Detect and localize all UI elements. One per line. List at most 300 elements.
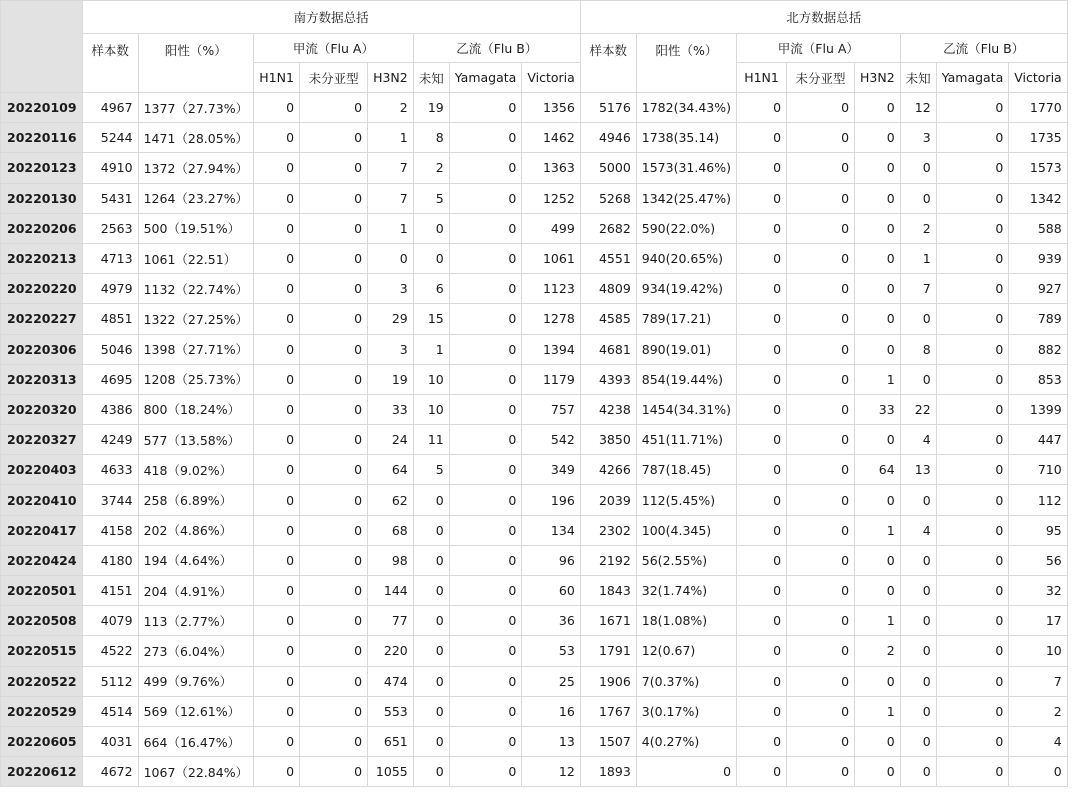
table-row bbox=[1, 213, 1068, 243]
south-unknown-cell: 0 bbox=[413, 696, 449, 726]
north-yamagata-cell: 0 bbox=[936, 636, 1009, 666]
north-unsubtyped-cell: 0 bbox=[787, 576, 855, 606]
north-yamagata-cell: 0 bbox=[936, 425, 1009, 455]
north-victoria-cell: 7 bbox=[1009, 666, 1067, 696]
south-positive-cell: 664（16.47%） bbox=[138, 726, 253, 756]
north-victoria-cell: 112 bbox=[1009, 485, 1067, 515]
south-unsubtyped-cell: 0 bbox=[300, 334, 368, 364]
south-yamagata-cell: 0 bbox=[449, 243, 522, 273]
north-yamagata-cell: 0 bbox=[936, 153, 1009, 183]
north-yamagata-cell: 0 bbox=[936, 394, 1009, 424]
north-unsubtyped-cell: 0 bbox=[787, 545, 855, 575]
south-unsubtyped-cell: 0 bbox=[300, 515, 368, 545]
north-positive-cell: 32(1.74%) bbox=[636, 576, 736, 606]
south-yamagata-cell: 0 bbox=[449, 576, 522, 606]
north-title: 北方数据总括 bbox=[580, 1, 1067, 34]
north-unknown-cell: 0 bbox=[900, 726, 936, 756]
north-h3n2-header: H3N2 bbox=[855, 63, 901, 93]
south-h1n1-cell: 0 bbox=[254, 485, 300, 515]
south-positive-cell: 113（2.77%） bbox=[138, 606, 253, 636]
north-victoria-cell: 927 bbox=[1009, 274, 1067, 304]
north-yamagata-cell: 0 bbox=[936, 485, 1009, 515]
row-date: 20220109 bbox=[1, 93, 83, 123]
north-victoria-cell: 95 bbox=[1009, 515, 1067, 545]
north-h3n2-cell: 0 bbox=[855, 485, 901, 515]
row-date: 20220508 bbox=[1, 606, 83, 636]
north-h1n1-cell: 0 bbox=[737, 515, 787, 545]
north-h1n1-cell: 0 bbox=[737, 455, 787, 485]
south-unknown-cell: 1 bbox=[413, 334, 449, 364]
north-h3n2-cell: 0 bbox=[855, 153, 901, 183]
south-positive-cell: 204（4.91%） bbox=[138, 576, 253, 606]
south-victoria-cell: 1394 bbox=[522, 334, 580, 364]
south-h3n2-cell: 7 bbox=[368, 183, 414, 213]
south-victoria-cell: 1356 bbox=[522, 93, 580, 123]
south-positive-cell: 1471（28.05%） bbox=[138, 123, 253, 153]
table-row bbox=[1, 485, 1068, 515]
south-victoria-cell: 1462 bbox=[522, 123, 580, 153]
north-positive-cell: 940(20.65%) bbox=[636, 243, 736, 273]
south-unknown-cell: 19 bbox=[413, 93, 449, 123]
north-unsubtyped-cell: 0 bbox=[787, 153, 855, 183]
south-h3n2-cell: 3 bbox=[368, 274, 414, 304]
north-positive-cell: 18(1.08%) bbox=[636, 606, 736, 636]
north-sample-cell: 1843 bbox=[580, 576, 636, 606]
north-yamagata-cell: 0 bbox=[936, 455, 1009, 485]
row-date: 20220327 bbox=[1, 425, 83, 455]
south-unknown-cell: 0 bbox=[413, 485, 449, 515]
south-h3n2-cell: 2 bbox=[368, 93, 414, 123]
south-unsubtyped-cell: 0 bbox=[300, 364, 368, 394]
north-h1n1-cell: 0 bbox=[737, 485, 787, 515]
south-unknown-cell: 0 bbox=[413, 515, 449, 545]
row-date: 20220410 bbox=[1, 485, 83, 515]
south-positive-header: 阳性（%） bbox=[138, 34, 253, 93]
north-yamagata-cell: 0 bbox=[936, 274, 1009, 304]
north-unsubtyped-cell: 0 bbox=[787, 696, 855, 726]
south-unknown-cell: 8 bbox=[413, 123, 449, 153]
south-yamagata-cell: 0 bbox=[449, 274, 522, 304]
south-positive-cell: 1377（27.73%） bbox=[138, 93, 253, 123]
north-h1n1-cell: 0 bbox=[737, 606, 787, 636]
north-victoria-cell: 1573 bbox=[1009, 153, 1067, 183]
table-row bbox=[1, 394, 1068, 424]
north-flu-a-header: 甲流（Flu A） bbox=[737, 34, 901, 63]
south-h1n1-cell: 0 bbox=[254, 364, 300, 394]
south-victoria-cell: 134 bbox=[522, 515, 580, 545]
south-victoria-cell: 1123 bbox=[522, 274, 580, 304]
north-unsubtyped-cell: 0 bbox=[787, 243, 855, 273]
header-row-categories bbox=[1, 34, 1068, 63]
north-sample-cell: 1893 bbox=[580, 757, 636, 787]
north-h3n2-cell: 0 bbox=[855, 545, 901, 575]
table-row bbox=[1, 334, 1068, 364]
south-unsubtyped-cell: 0 bbox=[300, 394, 368, 424]
north-unknown-header: 未知 bbox=[900, 63, 936, 93]
table-row bbox=[1, 304, 1068, 334]
north-unsubtyped-cell: 0 bbox=[787, 183, 855, 213]
south-positive-cell: 569（12.61%） bbox=[138, 696, 253, 726]
north-sample-header: 样本数 bbox=[580, 34, 636, 93]
south-victoria-cell: 196 bbox=[522, 485, 580, 515]
south-sample-cell: 4249 bbox=[82, 425, 138, 455]
south-victoria-cell: 542 bbox=[522, 425, 580, 455]
north-h1n1-cell: 0 bbox=[737, 576, 787, 606]
south-yamagata-cell: 0 bbox=[449, 545, 522, 575]
row-date: 20220417 bbox=[1, 515, 83, 545]
south-h3n2-cell: 98 bbox=[368, 545, 414, 575]
south-unknown-cell: 11 bbox=[413, 425, 449, 455]
north-h1n1-cell: 0 bbox=[737, 93, 787, 123]
north-yamagata-header: Yamagata bbox=[936, 63, 1009, 93]
north-victoria-cell: 939 bbox=[1009, 243, 1067, 273]
south-h3n2-header: H3N2 bbox=[368, 63, 414, 93]
south-sample-cell: 4695 bbox=[82, 364, 138, 394]
south-positive-cell: 500（19.51%） bbox=[138, 213, 253, 243]
south-h3n2-cell: 220 bbox=[368, 636, 414, 666]
north-h1n1-cell: 0 bbox=[737, 274, 787, 304]
south-victoria-cell: 1179 bbox=[522, 364, 580, 394]
south-h3n2-cell: 7 bbox=[368, 153, 414, 183]
north-unknown-cell: 8 bbox=[900, 334, 936, 364]
south-positive-cell: 499（9.76%） bbox=[138, 666, 253, 696]
table-row bbox=[1, 696, 1068, 726]
north-yamagata-cell: 0 bbox=[936, 123, 1009, 153]
south-victoria-cell: 36 bbox=[522, 606, 580, 636]
south-h1n1-cell: 0 bbox=[254, 213, 300, 243]
south-sample-cell: 4633 bbox=[82, 455, 138, 485]
north-h1n1-cell: 0 bbox=[737, 304, 787, 334]
south-positive-cell: 1061（22.51） bbox=[138, 243, 253, 273]
north-unknown-cell: 2 bbox=[900, 213, 936, 243]
north-yamagata-cell: 0 bbox=[936, 576, 1009, 606]
north-unsubtyped-cell: 0 bbox=[787, 274, 855, 304]
north-h1n1-cell: 0 bbox=[737, 213, 787, 243]
south-h3n2-cell: 0 bbox=[368, 243, 414, 273]
south-unsubtyped-cell: 0 bbox=[300, 606, 368, 636]
north-positive-cell: 12(0.67) bbox=[636, 636, 736, 666]
north-victoria-cell: 4 bbox=[1009, 726, 1067, 756]
north-victoria-cell: 0 bbox=[1009, 757, 1067, 787]
north-sample-cell: 5000 bbox=[580, 153, 636, 183]
south-yamagata-cell: 0 bbox=[449, 394, 522, 424]
south-sample-cell: 4514 bbox=[82, 696, 138, 726]
south-unknown-cell: 0 bbox=[413, 726, 449, 756]
south-unknown-cell: 2 bbox=[413, 153, 449, 183]
north-unsubtyped-cell: 0 bbox=[787, 304, 855, 334]
south-h3n2-cell: 77 bbox=[368, 606, 414, 636]
south-unknown-cell: 0 bbox=[413, 213, 449, 243]
south-h3n2-cell: 144 bbox=[368, 576, 414, 606]
south-yamagata-cell: 0 bbox=[449, 364, 522, 394]
south-unsubtyped-cell: 0 bbox=[300, 274, 368, 304]
south-positive-cell: 1067（22.84%） bbox=[138, 757, 253, 787]
header-row-regions bbox=[1, 1, 1068, 34]
north-positive-cell: 451(11.71%) bbox=[636, 425, 736, 455]
south-sample-cell: 4386 bbox=[82, 394, 138, 424]
table-row bbox=[1, 153, 1068, 183]
south-h3n2-cell: 1 bbox=[368, 213, 414, 243]
north-unsubtyped-cell: 0 bbox=[787, 606, 855, 636]
south-unsubtyped-cell: 0 bbox=[300, 696, 368, 726]
north-h3n2-cell: 1 bbox=[855, 606, 901, 636]
north-h3n2-cell: 0 bbox=[855, 274, 901, 304]
south-yamagata-cell: 0 bbox=[449, 485, 522, 515]
south-positive-cell: 273（6.04%） bbox=[138, 636, 253, 666]
south-unsubtyped-cell: 0 bbox=[300, 636, 368, 666]
north-victoria-cell: 588 bbox=[1009, 213, 1067, 243]
north-sample-cell: 5176 bbox=[580, 93, 636, 123]
north-h1n1-cell: 0 bbox=[737, 243, 787, 273]
south-yamagata-cell: 0 bbox=[449, 425, 522, 455]
south-sample-cell: 4851 bbox=[82, 304, 138, 334]
south-unknown-cell: 0 bbox=[413, 243, 449, 273]
north-unsubtyped-cell: 0 bbox=[787, 425, 855, 455]
south-h1n1-cell: 0 bbox=[254, 123, 300, 153]
south-victoria-cell: 25 bbox=[522, 666, 580, 696]
south-h1n1-cell: 0 bbox=[254, 576, 300, 606]
south-positive-cell: 1398（27.71%） bbox=[138, 334, 253, 364]
south-h1n1-cell: 0 bbox=[254, 606, 300, 636]
north-h3n2-cell: 0 bbox=[855, 726, 901, 756]
north-h3n2-cell: 0 bbox=[855, 213, 901, 243]
south-yamagata-cell: 0 bbox=[449, 726, 522, 756]
north-sample-cell: 1906 bbox=[580, 666, 636, 696]
south-yamagata-cell: 0 bbox=[449, 757, 522, 787]
row-date: 20220605 bbox=[1, 726, 83, 756]
south-positive-cell: 1264（23.27%） bbox=[138, 183, 253, 213]
north-h1n1-cell: 0 bbox=[737, 394, 787, 424]
south-sample-cell: 4672 bbox=[82, 757, 138, 787]
north-unsubtyped-cell: 0 bbox=[787, 485, 855, 515]
north-unknown-cell: 0 bbox=[900, 666, 936, 696]
south-yamagata-cell: 0 bbox=[449, 696, 522, 726]
south-unsubtyped-cell: 0 bbox=[300, 455, 368, 485]
north-positive-cell: 1738(35.14) bbox=[636, 123, 736, 153]
north-positive-cell: 0 bbox=[636, 757, 736, 787]
north-unsubtyped-cell: 0 bbox=[787, 213, 855, 243]
south-h1n1-cell: 0 bbox=[254, 425, 300, 455]
north-victoria-cell: 789 bbox=[1009, 304, 1067, 334]
table-row bbox=[1, 757, 1068, 787]
south-h3n2-cell: 1 bbox=[368, 123, 414, 153]
table-row bbox=[1, 123, 1068, 153]
south-unknown-cell: 0 bbox=[413, 576, 449, 606]
south-unsubtyped-header: 未分亚型 bbox=[300, 63, 368, 93]
south-unsubtyped-cell: 0 bbox=[300, 545, 368, 575]
north-yamagata-cell: 0 bbox=[936, 515, 1009, 545]
north-h3n2-cell: 0 bbox=[855, 666, 901, 696]
south-yamagata-cell: 0 bbox=[449, 93, 522, 123]
north-h3n2-cell: 0 bbox=[855, 757, 901, 787]
south-h3n2-cell: 64 bbox=[368, 455, 414, 485]
south-sample-cell: 4031 bbox=[82, 726, 138, 756]
south-h3n2-cell: 24 bbox=[368, 425, 414, 455]
south-unknown-cell: 0 bbox=[413, 636, 449, 666]
south-unknown-cell: 5 bbox=[413, 183, 449, 213]
south-positive-cell: 258（6.89%） bbox=[138, 485, 253, 515]
south-unknown-cell: 10 bbox=[413, 394, 449, 424]
north-positive-cell: 890(19.01) bbox=[636, 334, 736, 364]
south-unknown-header: 未知 bbox=[413, 63, 449, 93]
north-unknown-cell: 12 bbox=[900, 93, 936, 123]
north-yamagata-cell: 0 bbox=[936, 213, 1009, 243]
north-positive-cell: 789(17.21) bbox=[636, 304, 736, 334]
south-unsubtyped-cell: 0 bbox=[300, 304, 368, 334]
table-row bbox=[1, 666, 1068, 696]
north-sample-cell: 1767 bbox=[580, 696, 636, 726]
north-victoria-cell: 17 bbox=[1009, 606, 1067, 636]
north-unsubtyped-cell: 0 bbox=[787, 334, 855, 364]
north-sample-cell: 3850 bbox=[580, 425, 636, 455]
south-sample-cell: 4910 bbox=[82, 153, 138, 183]
south-h3n2-cell: 474 bbox=[368, 666, 414, 696]
south-sample-cell: 2563 bbox=[82, 213, 138, 243]
south-h1n1-cell: 0 bbox=[254, 304, 300, 334]
south-yamagata-cell: 0 bbox=[449, 153, 522, 183]
south-sample-cell: 4151 bbox=[82, 576, 138, 606]
north-victoria-cell: 2 bbox=[1009, 696, 1067, 726]
row-date: 20220306 bbox=[1, 334, 83, 364]
south-unknown-cell: 6 bbox=[413, 274, 449, 304]
row-date: 20220313 bbox=[1, 364, 83, 394]
north-unknown-cell: 0 bbox=[900, 696, 936, 726]
row-date: 20220515 bbox=[1, 636, 83, 666]
north-h1n1-cell: 0 bbox=[737, 183, 787, 213]
table-row bbox=[1, 93, 1068, 123]
south-h3n2-cell: 33 bbox=[368, 394, 414, 424]
south-sample-cell: 4713 bbox=[82, 243, 138, 273]
south-positive-cell: 418（9.02%） bbox=[138, 455, 253, 485]
south-h1n1-cell: 0 bbox=[254, 545, 300, 575]
north-unknown-cell: 0 bbox=[900, 606, 936, 636]
south-sample-cell: 4967 bbox=[82, 93, 138, 123]
row-date: 20220522 bbox=[1, 666, 83, 696]
north-h3n2-cell: 1 bbox=[855, 696, 901, 726]
north-h1n1-cell: 0 bbox=[737, 364, 787, 394]
south-unsubtyped-cell: 0 bbox=[300, 123, 368, 153]
south-h1n1-header: H1N1 bbox=[254, 63, 300, 93]
north-positive-cell: 100(4.345) bbox=[636, 515, 736, 545]
row-date: 20220227 bbox=[1, 304, 83, 334]
south-sample-cell: 5112 bbox=[82, 666, 138, 696]
south-unsubtyped-cell: 0 bbox=[300, 576, 368, 606]
north-h3n2-cell: 0 bbox=[855, 576, 901, 606]
south-unknown-cell: 15 bbox=[413, 304, 449, 334]
row-date: 20220529 bbox=[1, 696, 83, 726]
table-row bbox=[1, 545, 1068, 575]
north-positive-cell: 854(19.44%) bbox=[636, 364, 736, 394]
north-sample-cell: 2039 bbox=[580, 485, 636, 515]
north-unknown-cell: 0 bbox=[900, 545, 936, 575]
north-yamagata-cell: 0 bbox=[936, 304, 1009, 334]
south-unknown-cell: 0 bbox=[413, 666, 449, 696]
north-unsubtyped-cell: 0 bbox=[787, 455, 855, 485]
south-h1n1-cell: 0 bbox=[254, 394, 300, 424]
north-yamagata-cell: 0 bbox=[936, 545, 1009, 575]
south-unknown-cell: 0 bbox=[413, 545, 449, 575]
north-flu-b-header: 乙流（Flu B） bbox=[900, 34, 1067, 63]
south-positive-cell: 202（4.86%） bbox=[138, 515, 253, 545]
south-h1n1-cell: 0 bbox=[254, 455, 300, 485]
table-row bbox=[1, 183, 1068, 213]
south-yamagata-cell: 0 bbox=[449, 304, 522, 334]
south-h3n2-cell: 68 bbox=[368, 515, 414, 545]
north-victoria-cell: 1342 bbox=[1009, 183, 1067, 213]
south-yamagata-cell: 0 bbox=[449, 455, 522, 485]
table-row bbox=[1, 636, 1068, 666]
north-sample-cell: 1791 bbox=[580, 636, 636, 666]
north-unsubtyped-header: 未分亚型 bbox=[787, 63, 855, 93]
south-victoria-cell: 16 bbox=[522, 696, 580, 726]
north-positive-cell: 4(0.27%) bbox=[636, 726, 736, 756]
south-h1n1-cell: 0 bbox=[254, 274, 300, 304]
north-victoria-cell: 32 bbox=[1009, 576, 1067, 606]
north-victoria-cell: 710 bbox=[1009, 455, 1067, 485]
south-unsubtyped-cell: 0 bbox=[300, 666, 368, 696]
south-positive-cell: 1322（27.25%） bbox=[138, 304, 253, 334]
north-sample-cell: 4551 bbox=[580, 243, 636, 273]
south-unsubtyped-cell: 0 bbox=[300, 425, 368, 455]
south-sample-cell: 4158 bbox=[82, 515, 138, 545]
row-date: 20220206 bbox=[1, 213, 83, 243]
south-yamagata-header: Yamagata bbox=[449, 63, 522, 93]
north-unsubtyped-cell: 0 bbox=[787, 364, 855, 394]
table-row bbox=[1, 455, 1068, 485]
south-victoria-header: Victoria bbox=[522, 63, 580, 93]
north-positive-cell: 3(0.17%) bbox=[636, 696, 736, 726]
north-positive-cell: 1342(25.47%) bbox=[636, 183, 736, 213]
south-unsubtyped-cell: 0 bbox=[300, 153, 368, 183]
north-unknown-cell: 0 bbox=[900, 364, 936, 394]
row-date: 20220220 bbox=[1, 274, 83, 304]
south-victoria-cell: 12 bbox=[522, 757, 580, 787]
north-victoria-cell: 447 bbox=[1009, 425, 1067, 455]
north-positive-cell: 1454(34.31%) bbox=[636, 394, 736, 424]
south-positive-cell: 577（13.58%） bbox=[138, 425, 253, 455]
north-sample-cell: 4266 bbox=[580, 455, 636, 485]
south-h1n1-cell: 0 bbox=[254, 696, 300, 726]
north-victoria-cell: 56 bbox=[1009, 545, 1067, 575]
south-h1n1-cell: 0 bbox=[254, 757, 300, 787]
north-h3n2-cell: 1 bbox=[855, 364, 901, 394]
north-unsubtyped-cell: 0 bbox=[787, 93, 855, 123]
south-sample-cell: 5431 bbox=[82, 183, 138, 213]
south-victoria-cell: 349 bbox=[522, 455, 580, 485]
north-h3n2-cell: 0 bbox=[855, 123, 901, 153]
south-h3n2-cell: 19 bbox=[368, 364, 414, 394]
table-row bbox=[1, 425, 1068, 455]
north-positive-cell: 934(19.42%) bbox=[636, 274, 736, 304]
north-h1n1-header: H1N1 bbox=[737, 63, 787, 93]
north-sample-cell: 2682 bbox=[580, 213, 636, 243]
north-h3n2-cell: 0 bbox=[855, 183, 901, 213]
north-h1n1-cell: 0 bbox=[737, 545, 787, 575]
north-unsubtyped-cell: 0 bbox=[787, 394, 855, 424]
north-sample-cell: 2302 bbox=[580, 515, 636, 545]
north-victoria-cell: 853 bbox=[1009, 364, 1067, 394]
north-unknown-cell: 0 bbox=[900, 485, 936, 515]
south-yamagata-cell: 0 bbox=[449, 606, 522, 636]
south-h1n1-cell: 0 bbox=[254, 726, 300, 756]
north-h1n1-cell: 0 bbox=[737, 726, 787, 756]
north-yamagata-cell: 0 bbox=[936, 334, 1009, 364]
row-date: 20220213 bbox=[1, 243, 83, 273]
south-yamagata-cell: 0 bbox=[449, 666, 522, 696]
south-unknown-cell: 0 bbox=[413, 606, 449, 636]
north-positive-header: 阳性（%） bbox=[636, 34, 736, 93]
south-victoria-cell: 13 bbox=[522, 726, 580, 756]
